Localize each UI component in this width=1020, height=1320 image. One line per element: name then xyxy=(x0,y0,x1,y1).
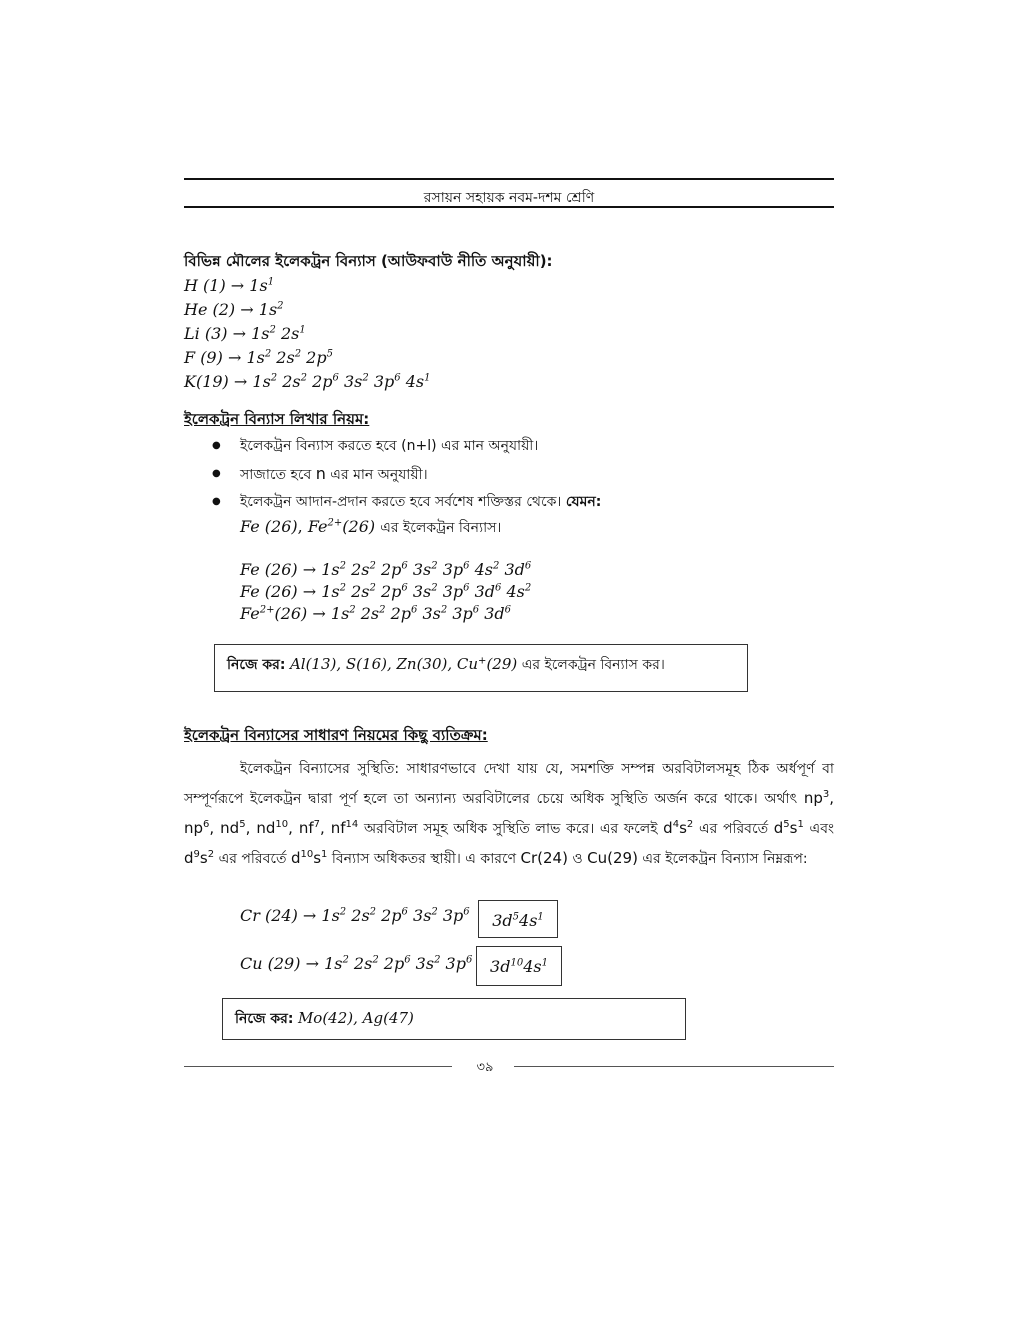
orbital: $2s^1$ xyxy=(280,324,306,343)
fe-config-line xyxy=(240,582,531,601)
orbital: $3s^2$ xyxy=(344,372,369,391)
footer-rule-left xyxy=(184,1066,452,1067)
para-text: এবং xyxy=(809,821,835,837)
section-title-configurations: বিভিন্ন মৌলের ইলেকট্রন বিন্যাস (আউফবাউ নীতি অনুযায়ী): xyxy=(184,252,553,270)
orbital: $3d^6$ xyxy=(474,582,502,601)
para-text: ইলেকট্রন বিন্যাসের সুস্থিতি: সাধারণভাবে দেখা যায় যে, সমশক্তি সম্পন্ন অরবিটালসমূহ ঠিক অর্ধপূর্ণ বা সম্পূর্ণরূপে ইলেকট্রন দ্বারা পূর্ণ হলে তা অন্যান্য অরবিটালের চেয়ে অধিক সুস্থিতি অর্জন করে থাকে। অর্থাৎ xyxy=(184,761,834,807)
orbital: $3s^2$ xyxy=(412,582,438,601)
config-line xyxy=(184,348,333,367)
orbital: $2p^6$ xyxy=(312,372,339,391)
orbital: $1s^2$ xyxy=(324,954,349,973)
config-line xyxy=(184,300,284,319)
rule-text: সাজাতে হবে xyxy=(240,467,312,483)
orbital: $2p^5$ xyxy=(306,348,333,367)
orbital: $4s^1$ xyxy=(523,957,548,977)
config-line xyxy=(184,276,274,295)
para-text: ও xyxy=(572,851,583,867)
orbital: $1s^2$ xyxy=(258,300,284,319)
orbital: $1s^2$ xyxy=(246,348,272,367)
orbital: $3s^2$ xyxy=(415,954,441,973)
running-header: রসায়ন সহায়ক নবম-দশম শ্রেণি xyxy=(423,190,595,206)
orbital: $4s^1$ xyxy=(519,911,544,931)
orbital: $2p^6$ xyxy=(380,560,408,579)
example-label: যেমন: xyxy=(565,494,602,510)
example-fe2-charge: 2+ xyxy=(327,517,343,529)
exercise-charge: + xyxy=(478,655,487,667)
orbital: $2s^2$ xyxy=(353,954,379,973)
example-fe2-z: (26) xyxy=(342,517,376,536)
orbital: $4s^1$ xyxy=(405,372,431,391)
orbital-list: $np^3$, $np^6$, $nd^5$, $nd^{10}$, $nf^7$, $nf^{14}$ xyxy=(184,789,834,837)
orbital: $1s^2$ xyxy=(321,582,346,601)
header-top-rule xyxy=(184,178,834,180)
orbital: $np^6$ xyxy=(184,819,210,837)
orbital: $3p^6$ xyxy=(442,560,470,579)
orbital: $3p^6$ xyxy=(442,906,470,925)
orbital: $2s^2$ xyxy=(276,348,302,367)
orbital: $3s^2$ xyxy=(413,906,438,925)
orbital: $2p^6$ xyxy=(380,582,408,601)
orbital: $3p^6$ xyxy=(445,954,473,973)
config-d5s1: $d^5s^1$ xyxy=(773,819,804,837)
orbital: $1s^2$ xyxy=(321,560,346,579)
rule-text: ইলেকট্রন আদান-প্রদান করতে হবে সর্বশেষ শক্তিস্তর থেকে। xyxy=(240,494,562,510)
orbital: $3d^6$ xyxy=(504,560,532,579)
config-d10s1: $d^{10}s^1$ xyxy=(290,849,328,867)
example-intro xyxy=(240,516,501,540)
config-lhs: Fe (26) → xyxy=(240,560,317,579)
config-lhs: F (9) → xyxy=(184,348,242,367)
rule-n-symbol: n xyxy=(315,464,326,483)
orbital: $1s^2$ xyxy=(321,906,347,925)
cr-config-box xyxy=(478,900,558,938)
example-fe: Fe (26) xyxy=(240,517,298,536)
config-line xyxy=(184,372,431,391)
para-text: এর ইলেকট্রন বিন্যাস নিম্নরূপ: xyxy=(642,851,808,867)
orbital: $3p^6$ xyxy=(442,582,470,601)
orbital: $4s^2$ xyxy=(474,560,500,579)
orbital: $np^3$ xyxy=(803,789,830,807)
config-lhs: K(19) → xyxy=(184,372,248,391)
exercise-box-2 xyxy=(222,998,686,1040)
cr-config-line xyxy=(240,906,470,925)
cu-label: Cu(29) xyxy=(587,849,638,867)
exercise-box-1 xyxy=(214,644,748,692)
orbital: $3s^2$ xyxy=(412,560,438,579)
orbital: $3p^6$ xyxy=(373,372,401,391)
para-text: অরবিটাল সমূহ অধিক সুস্থিতি লাভ করে। এর ফলেই xyxy=(363,821,658,837)
orbital: $3s^2$ xyxy=(422,604,448,623)
para-text: এর পরিবর্তে xyxy=(698,821,769,837)
cu-config-box xyxy=(476,946,562,986)
orbital: $2s^2$ xyxy=(351,906,377,925)
config-d9s2: $d^9s^2$ xyxy=(184,849,215,867)
orbital: $2p^6$ xyxy=(381,906,408,925)
section-title-rules: ইলেকট্রন বিন্যাস লিখার নিয়ম: xyxy=(184,410,370,428)
orbital: $3p^6$ xyxy=(452,604,480,623)
page-number: ৩৯ xyxy=(476,1060,494,1075)
rule-item xyxy=(212,434,832,462)
fe-config-line xyxy=(240,560,531,579)
config-lhs: Cu (29) → xyxy=(240,954,319,973)
exercise-z: (29) xyxy=(486,655,518,673)
cr-label: Cr(24) xyxy=(520,849,568,867)
example-tail: এর ইলেকট্রন বিন্যাস। xyxy=(380,520,502,536)
exercise-label: নিজে কর: xyxy=(227,657,286,673)
header-bottom-rule xyxy=(184,206,834,208)
footer-rule-right xyxy=(514,1066,834,1067)
exercise-items: Al(13), S(16), Zn(30), Cu xyxy=(289,655,479,673)
config-lhs: Fe (26) → xyxy=(240,582,317,601)
orbital: $2s^2$ xyxy=(360,604,386,623)
config-d4s2: $d^4s^2$ xyxy=(663,819,694,837)
rules-list xyxy=(212,434,832,518)
example-sep: , xyxy=(297,517,303,536)
orbital: $1s^2$ xyxy=(330,604,356,623)
orbital: $1s^1$ xyxy=(249,276,275,295)
orbital: $4s^2$ xyxy=(506,582,532,601)
orbital: $1s^2$ xyxy=(251,324,276,343)
exercise-text xyxy=(235,1007,414,1031)
rule-item xyxy=(212,490,832,518)
exercise-text xyxy=(227,653,665,677)
orbital: $nd^5$ xyxy=(220,819,246,837)
orbital: $3d^6$ xyxy=(484,604,512,623)
orbital: $nd^{10}$ xyxy=(256,819,289,837)
exercise-items: Mo(42), Ag(47) xyxy=(297,1009,414,1027)
config-lhs: He (2) → xyxy=(184,300,254,319)
rule-text: ইলেকট্রন বিন্যাস করতে হবে (n+l) এর মান অনুযায়ী। xyxy=(240,438,539,454)
orbital: $3d^{10}$ xyxy=(490,957,524,977)
orbital: $nf^{14}$ xyxy=(330,819,359,837)
orbital: $2s^2$ xyxy=(351,582,376,601)
rule-text: এর মান অনুযায়ী। xyxy=(330,467,428,483)
orbital: $3d^5$ xyxy=(492,911,520,931)
example-fe2: Fe xyxy=(307,517,328,536)
config-lhs: Li (3) → xyxy=(184,324,246,343)
exercise-tail: এর ইলেকট্রন বিন্যাস কর। xyxy=(521,657,665,673)
orbital: $2p^6$ xyxy=(390,604,418,623)
orbital: $nf^7$ xyxy=(298,819,320,837)
exercise-label: নিজে কর: xyxy=(235,1011,294,1027)
para-text: এর পরিবর্তে xyxy=(218,851,287,867)
exceptions-paragraph xyxy=(184,756,834,872)
rule-item xyxy=(212,462,832,490)
para-text: বিন্যাস অধিকতর স্থায়ী। এ কারণে xyxy=(331,851,517,867)
section-title-exceptions: ইলেকট্রন বিন্যাসের সাধারণ নিয়মের কিছু ব্যতিক্রম: xyxy=(184,726,488,744)
fe-config-line xyxy=(240,604,511,623)
cu-config-line xyxy=(240,954,472,973)
config-lhs: Cr (24) → xyxy=(240,906,317,925)
orbital: $1s^2$ xyxy=(252,372,278,391)
orbital: $2p^6$ xyxy=(383,954,411,973)
orbital: $2s^2$ xyxy=(351,560,376,579)
orbital: $2s^2$ xyxy=(282,372,308,391)
config-lhs: H (1) → xyxy=(184,276,245,295)
config-lhs: $Fe^{2+}(26)$ → xyxy=(240,604,326,623)
config-line xyxy=(184,324,306,343)
